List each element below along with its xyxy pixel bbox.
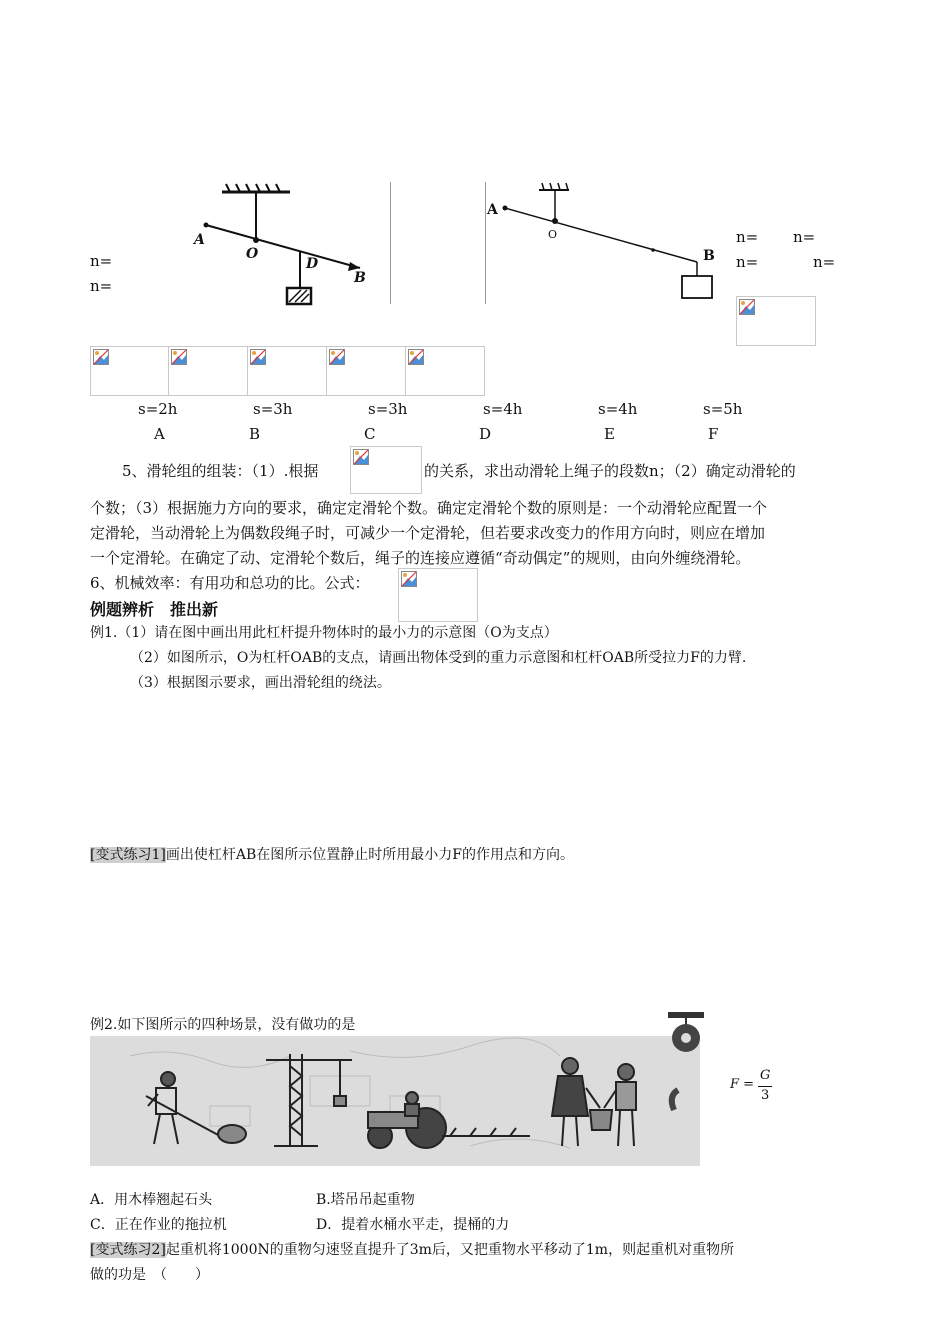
example2-option-A: A．用木棒翘起石头 — [90, 1192, 213, 1208]
practice1-text: 画出使杠杆AB在图所示位置静止时所用最小力F的作用点和方向。 — [165, 847, 574, 863]
lever-diagram-right — [485, 180, 725, 305]
pulley-image-A — [90, 346, 170, 396]
pulley-s-A: s=2h — [138, 400, 178, 418]
pulley-fragment — [664, 1010, 708, 1130]
n-label-right-1b: n= — [793, 228, 816, 246]
pulley-letter-B: B — [249, 425, 261, 443]
pulley-letter-D: D — [479, 425, 492, 443]
pulley-s-F: s=5h — [703, 400, 743, 418]
practice2-tag: [变式练习2] — [90, 1242, 166, 1258]
pulley-image-E — [405, 346, 485, 396]
broken-image-icon — [739, 299, 755, 315]
formula-numerator: G — [760, 1068, 771, 1083]
lever-label-B: B — [354, 270, 366, 286]
pulley-letter-F: F — [708, 425, 719, 443]
broken-image-icon — [171, 349, 187, 365]
broken-image-icon — [401, 571, 417, 587]
example2-option-C: C．正在作业的拖拉机 — [90, 1217, 227, 1233]
example2-option-D: D．提着水桶水平走，提桶的力 — [316, 1217, 510, 1233]
lever-right-label-O: O — [548, 228, 558, 241]
broken-image-icon — [93, 349, 109, 365]
pulley-s-B: s=3h — [253, 400, 293, 418]
pulley-image-D — [326, 346, 406, 396]
n-label-left-2: n= — [90, 277, 113, 295]
lever-label-D: D — [306, 256, 319, 272]
pulley-s-D: s=4h — [483, 400, 523, 418]
broken-image-icon — [250, 349, 266, 365]
formula-denominator: 3 — [761, 1088, 770, 1103]
practice2-text2: 做的功是 （ ） — [90, 1267, 209, 1283]
n-label-right-2a: n= — [736, 253, 759, 271]
n-label-left-1: n= — [90, 252, 113, 270]
work-scenes-image — [90, 1036, 700, 1166]
lever-figure-left — [180, 180, 380, 310]
lever-right-label-B: B — [703, 248, 715, 264]
formula-F-G-3 — [730, 1068, 780, 1108]
pulley-fragment-illustration — [664, 1010, 708, 1130]
lever-figure-right — [485, 180, 725, 305]
example2-question: 例2.如下图所示的四种场景，没有做功的是 — [90, 1017, 356, 1033]
lever-diagram-left — [180, 180, 380, 310]
practice2-text: 起重机将1000N的重物匀速竖直提升了3m后，又把重物水平移动了1m，则起重机对重物所 — [165, 1242, 735, 1258]
section5-line3: 定滑轮，当动滑轮上为偶数段绳子时，可减少一个定滑轮，但若要求改变力的作用方向时，则应在增加 — [90, 524, 766, 542]
section5-formula-image — [350, 446, 422, 494]
pulley-image-C — [247, 346, 327, 396]
example1-line1: 例1.（1）请在图中画出用此杠杆提升物体时的最小力的示意图（O为支点） — [90, 625, 558, 641]
lever-label-A: A — [194, 232, 205, 248]
section6-text: 6、机械效率：有用功和总功的比。公式： — [90, 574, 370, 592]
pulley-s-C: s=3h — [368, 400, 408, 418]
example2-option-B: B.塔吊吊起重物 — [316, 1192, 415, 1208]
n-label-right-1a: n= — [736, 228, 759, 246]
pulley-letter-C: C — [364, 425, 376, 443]
pulley-s-E: s=4h — [598, 400, 638, 418]
example1-line2: （2）如图所示，O为杠杆OAB的支点，请画出物体受到的重力示意图和杠杆OAB所受拉力F的力臂. — [130, 650, 747, 666]
example1-line3: （3）根据图示要求，画出滑轮组的绕法。 — [130, 675, 391, 691]
broken-image-icon — [353, 449, 369, 465]
n-label-right-2b: n= — [813, 253, 836, 271]
pulley-letter-E: E — [604, 425, 615, 443]
pulley-letter-A: A — [154, 425, 165, 443]
practice1-tag: [变式练习1] — [90, 847, 166, 863]
formula-lhs: F = — [730, 1077, 755, 1092]
practice2 — [90, 1240, 734, 1260]
practice1 — [90, 845, 574, 865]
section5-line1a: 5、滑轮组的组装：（1）.根据 — [122, 462, 319, 480]
broken-image-icon — [408, 349, 424, 365]
section5-line1b: 的关系，求出动滑轮上绳子的段数n；（2）确定动滑轮的 — [424, 462, 796, 480]
efficiency-formula-image — [398, 568, 478, 622]
work-scenes-illustration — [90, 1036, 700, 1166]
formula-fraction-bar — [758, 1086, 772, 1087]
lever-right-label-A: A — [487, 202, 498, 218]
broken-image-icon — [329, 349, 345, 365]
missing-image-icon — [736, 296, 816, 346]
section-heading: 例题辨析 推出新 — [90, 600, 219, 619]
section5-line2: 个数；（3）根据施力方向的要求，确定定滑轮个数。确定定滑轮个数的原则是：一个动滑轮应配置一个 — [90, 499, 768, 517]
pulley-image-B — [168, 346, 248, 396]
divider-left — [390, 182, 391, 304]
section5-line4: 一个定滑轮。在确定了动、定滑轮个数后，绳子的连接应遵循“奇动偶定”的规则，由向外缠绕滑轮。 — [90, 549, 751, 567]
lever-label-O: O — [246, 246, 259, 262]
